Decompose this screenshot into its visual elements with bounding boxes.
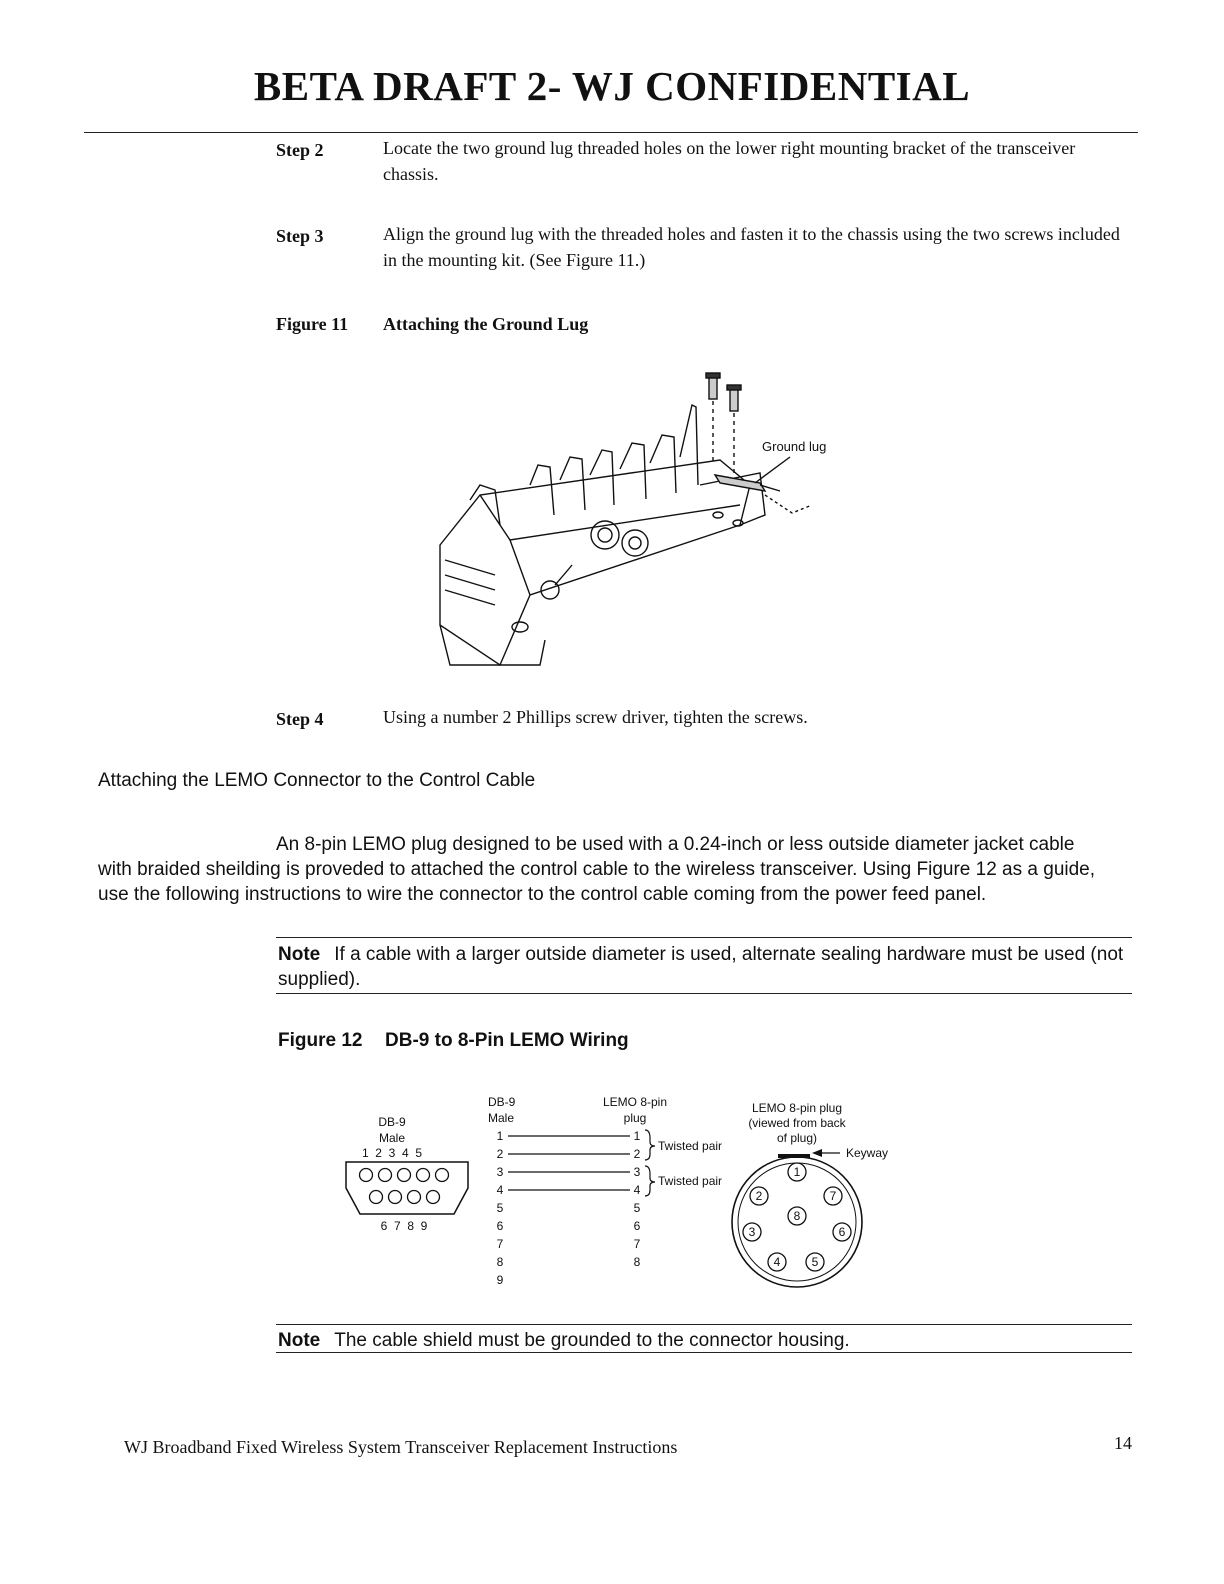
db9-face-subtitle: Male (378, 1131, 406, 1145)
lemo-pin-3: 3 (633, 1165, 641, 1179)
note-2-label: Note (278, 1330, 321, 1351)
db9-pin-6: 6 (496, 1219, 504, 1233)
step-2-label: Step 2 (276, 140, 324, 160)
note-2 (278, 1328, 1134, 1353)
step-4-text: Using a number 2 Phillips screw driver, tighten the screws. (383, 707, 808, 727)
step-4-label: Step 4 (276, 709, 324, 729)
header-rule (84, 132, 1138, 133)
lemo-col-subtitle: plug (623, 1111, 647, 1125)
lemo-face-pin-8: 8 (793, 1209, 801, 1223)
lemo-face-pin-4: 4 (773, 1255, 781, 1269)
lemo-face-title: LEMO 8-pin plug (751, 1101, 843, 1115)
lemo-pin-6: 6 (633, 1219, 641, 1233)
lemo-pin-4: 4 (633, 1183, 641, 1197)
lemo-face-pin-5: 5 (811, 1255, 819, 1269)
step-3-label: Step 3 (276, 226, 324, 246)
db9-pin-2: 2 (496, 1147, 504, 1161)
db9-pin-1: 1 (496, 1129, 504, 1143)
lemo-face-pin-7: 7 (829, 1189, 837, 1203)
section-paragraph: An 8-pin LEMO plug designed to be used with a 0.24-inch or less outside diameter jacket cable with braided sheilding is proveded to attached the control cable to the wireless transceiver. Using Figure 12 as a guide, use the following instructions to wire the connector to the control cable coming from the power feed panel. (98, 834, 1096, 905)
lemo-face-pin-3: 3 (748, 1225, 756, 1239)
page-number: 14 (1114, 1433, 1132, 1453)
note-2-top-rule (276, 1324, 1132, 1325)
keyway-arrowhead (812, 1149, 822, 1157)
lemo-pin-2: 2 (633, 1147, 641, 1161)
figure-12-label: Figure 12 (278, 1030, 363, 1051)
lemo-pin-1: 1 (633, 1129, 641, 1143)
page-banner: BETA DRAFT 2- WJ CONFIDENTIAL (253, 63, 971, 109)
db9-lemo-wiring-diagram (330, 1090, 910, 1300)
lemo-face-subtitle-2: of plug) (776, 1131, 818, 1145)
db9-face-bottom-pins: 6 7 8 9 (380, 1219, 428, 1233)
note-1 (278, 942, 1134, 992)
db9-col-title: DB-9 (488, 1095, 516, 1109)
db9-pin-3: 3 (496, 1165, 504, 1179)
lemo-pin-5: 5 (633, 1201, 641, 1215)
lemo-pin-7: 7 (633, 1237, 641, 1251)
figure-12-title: DB-9 to 8-Pin LEMO Wiring (385, 1030, 629, 1051)
figure-11-title: Attaching the Ground Lug (383, 314, 589, 334)
db9-pin-8: 8 (496, 1255, 504, 1269)
db9-pin-7: 7 (496, 1237, 504, 1251)
ground-lug-callout: Ground lug (762, 439, 827, 454)
figure-11-label: Figure 11 (276, 314, 349, 334)
note-1-top-rule (276, 937, 1132, 938)
lemo-face-pin-1: 1 (793, 1165, 801, 1179)
lemo-face-pin-6: 6 (838, 1225, 846, 1239)
ground-lug-illustration (420, 365, 860, 685)
footer-doc-title: WJ Broadband Fixed Wireless System Transceiver Replacement Instructions (124, 1437, 678, 1457)
lemo-face-subtitle: (viewed from back (748, 1116, 846, 1130)
db9-face-title: DB-9 (378, 1115, 406, 1129)
db9-face-top-pins: 1 2 3 4 5 (361, 1146, 423, 1160)
note-2-text: The cable shield must be grounded to the connector housing. (334, 1330, 850, 1351)
note-1-bottom-rule (276, 993, 1132, 994)
note-1-label: Note (278, 944, 321, 965)
twisted-pair-1: Twisted pair (658, 1139, 723, 1153)
db9-col-subtitle: Male (488, 1111, 515, 1125)
db9-pin-4: 4 (496, 1183, 504, 1197)
lemo-face-pin-2: 2 (755, 1189, 763, 1203)
note-2-bottom-rule (276, 1352, 1132, 1353)
section-heading: Attaching the LEMO Connector to the Control Cable (98, 770, 536, 791)
db9-pin-5: 5 (496, 1201, 504, 1215)
lemo-pin-8: 8 (633, 1255, 641, 1269)
step-3-text: Align the ground lug with the threaded holes and fasten it to the chassis using the two screws included in the mounting kit. (See Figure 11.) (383, 224, 1120, 270)
lemo-col-title: LEMO 8-pin (602, 1095, 668, 1109)
step-2-text: Locate the two ground lug threaded holes on the lower right mounting bracket of the transceiver chassis. (383, 138, 1076, 184)
db9-pin-9: 9 (496, 1273, 504, 1287)
keyway-label: Keyway (846, 1146, 889, 1160)
twisted-pair-2: Twisted pair (658, 1174, 723, 1188)
note-1-text: If a cable with a larger outside diameter is used, alternate sealing hardware must be used (not supplied). (278, 944, 1124, 990)
